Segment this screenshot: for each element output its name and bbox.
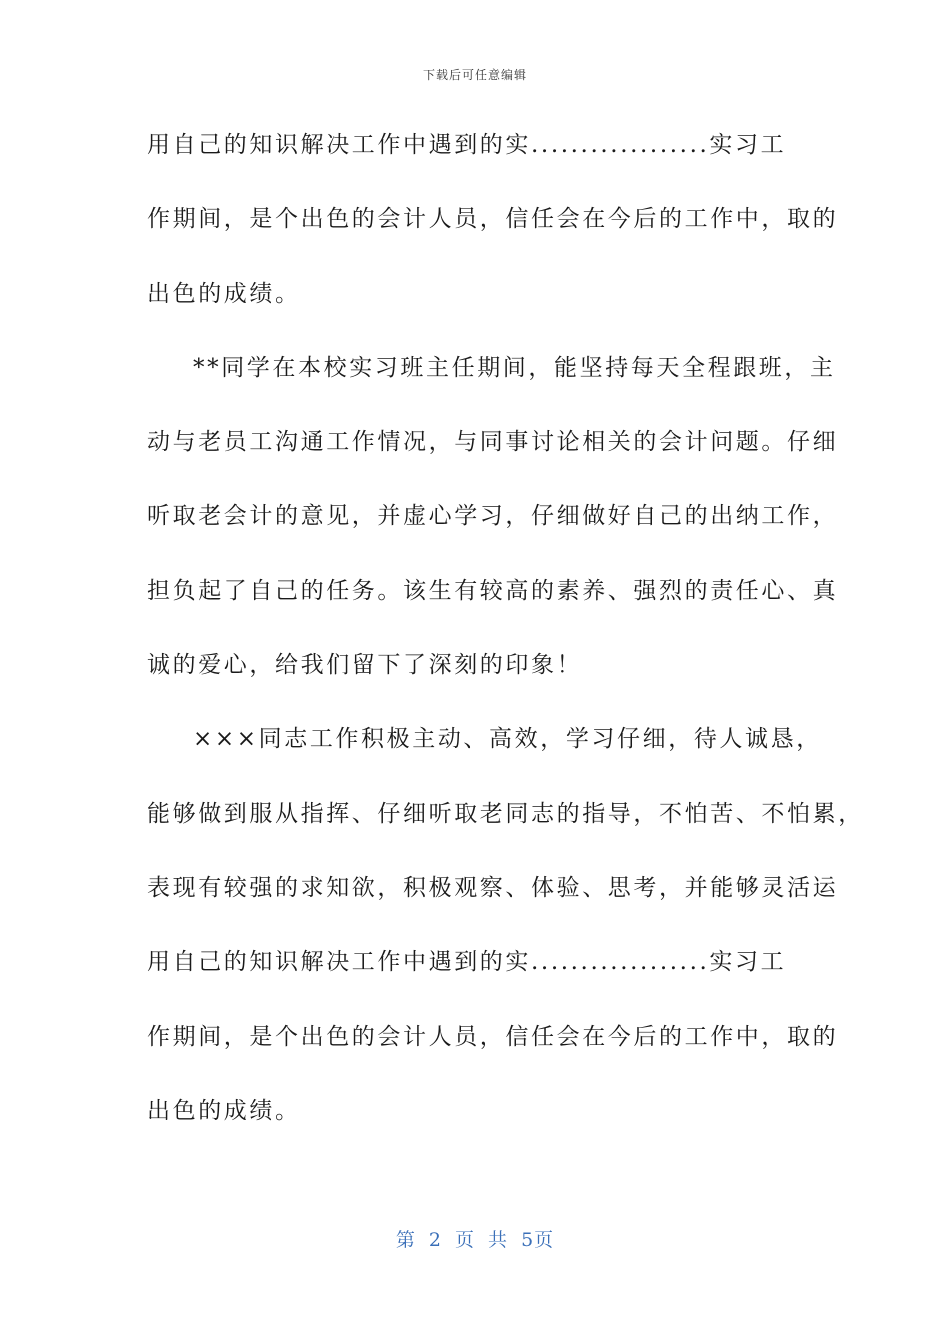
text-line: 动与老员工沟通工作情况，与同事讨论相关的会计问题。仔细: [147, 429, 839, 456]
text-line: 表现有较强的求知欲，积极观察、体验、思考，并能够灵活运: [147, 874, 839, 901]
text-line: 用自己的知识解决工作中遇到的实..................实习工: [147, 949, 787, 976]
text-line: 出色的成绩。: [147, 1097, 301, 1124]
text-line: 诚的爱心，给我们留下了深刻的印象！: [147, 652, 583, 679]
text-line: 作期间，是个出色的会计人员，信任会在今后的工作中，取的: [147, 1023, 839, 1050]
text-line: 能够做到服从指挥、仔细听取老同志的指导，不怕苦、不怕累，: [147, 800, 864, 827]
text-line: 出色的成绩。: [147, 280, 301, 307]
page-number: 第 2 页 共 5页: [395, 1229, 555, 1251]
paragraph-first-line: **同学在本校实习班主任期间，能坚持每天全程跟班，主: [193, 354, 836, 381]
page-header: 下载后可任意编辑: [422, 68, 527, 82]
document-body: [147, 108, 864, 1148]
text-line: 听取老会计的意见，并虚心学习，仔细做好自己的出纳工作，: [147, 503, 839, 530]
text-line: 作期间，是个出色的会计人员，信任会在今后的工作中，取的: [147, 206, 839, 233]
text-line: 担负起了自己的任务。该生有较高的素养、强烈的责任心、真: [147, 577, 839, 604]
paragraph-first-line: ×××同志工作积极主动、高效，学习仔细，待人诚恳，: [193, 726, 822, 753]
text-line: 用自己的知识解决工作中遇到的实..................实习工: [147, 132, 787, 158]
